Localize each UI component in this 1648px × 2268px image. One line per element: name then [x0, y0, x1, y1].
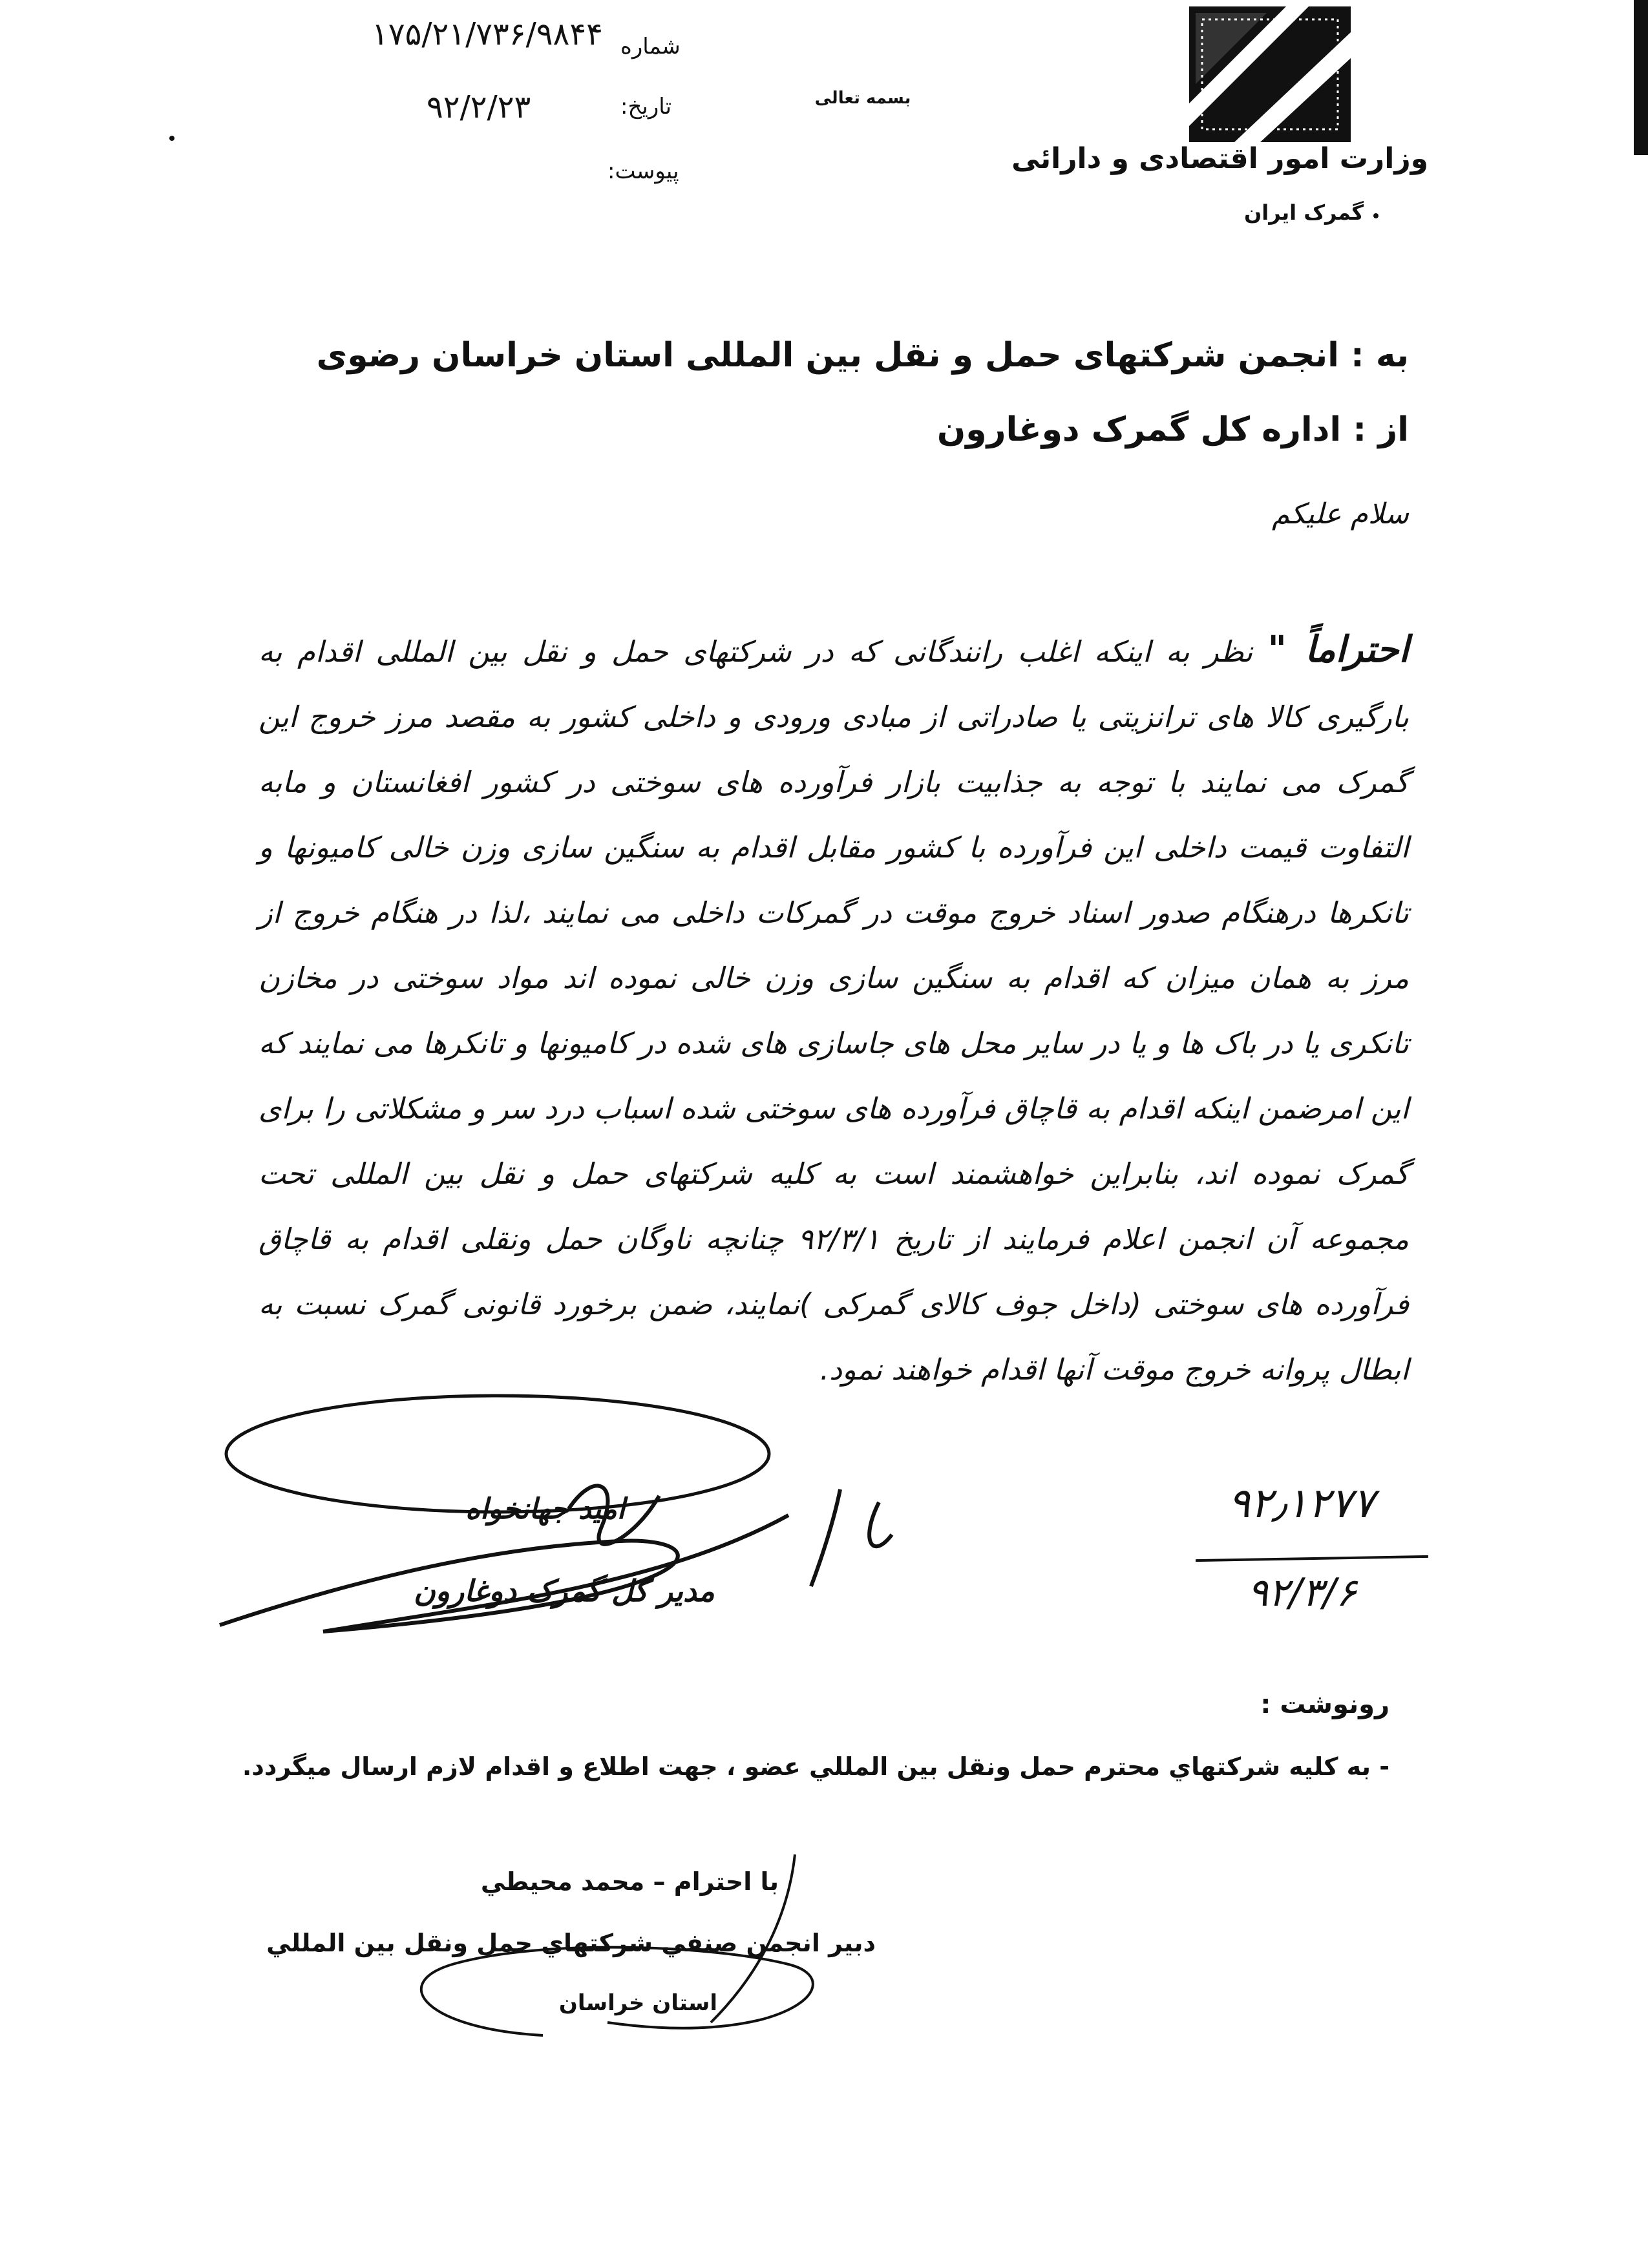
cc-title: رونوشت :	[1260, 1690, 1389, 1719]
customs-name: گمرک ایران	[1243, 200, 1364, 225]
recipient-line: به : انجمن شرکتهای حمل و نقل بین المللی استان خراسان رضوی	[316, 336, 1409, 375]
bismillah-stamp	[811, 85, 914, 111]
letter-body	[259, 617, 1409, 1402]
handwritten-date: ۹۲/۳/۶	[1247, 1570, 1357, 1615]
scan-speck	[169, 136, 174, 141]
signer-title: مدیر کل گمرک دوغارون	[414, 1573, 715, 1608]
svg-text:بسمه تعالی: بسمه تعالی	[814, 89, 911, 108]
body-text: نظر به اینکه اغلب رانندگانی که در شرکتهای حمل و نقل بین المللی اقدام به بارگیری کالا های ترانزیتی یا صادراتی از مبادی ورودی و داخلی کشور به مقصد مرز خروج این گمرک می نمایند با توجه به جذابیت بازار فرآورده های سوختی در کشور افغانستان و مابه التفاوت قیمت داخلی این فرآورده با کشور مقابل اقدام به سنگین سازی وزن خالی کامیونها و تانکرها درهنگام صدور اسناد خروج موقت در گمرکات داخلی می نمایند ،لذا در هنگام خروج از مرز به همان میزان که اقدام به سنگین سازی وزن خالی نموده اند مواد سوختی در مخازن تانکری یا در باک ها و یا در سایر محل های جاسازی های شده در کامیونها و تانکرها می نمایند که این امرضمن اینکه اقدام به قاچاق فرآورده های سوختی شده اسباب درد سر و مشکلاتی را برای گمرک نموده اند، بنابراین خواهشمند است به کلیه شرکتهای حمل و نقل بین المللی تحت مجموعه آن انجمن اعلام فرمایند از تاریخ ۹۲/۳/۱ چنانچه ناوگان حمل ونقلی اقدام به قاچاق فرآورده های سوختی (داخل جوف کالای گمرکی )نمایند، ضمن برخورد قانونی گمرک نسبت به ابطال پروانه خروج موقت آنها اقدام خواهند نمود.	[259, 635, 1409, 1387]
date-label: تاریخ:	[620, 94, 672, 120]
body-lead: احتراماً "	[1267, 629, 1409, 671]
handwritten-number: ۹۲٫۱۲۷۷	[1228, 1480, 1375, 1528]
scan-edge	[1634, 0, 1648, 155]
closing-regards: با احترام – محمد محیطي	[480, 1867, 779, 1896]
attachment-label: پیوست:	[607, 158, 679, 184]
customs-logo-icon	[1189, 6, 1351, 142]
ministry-name: وزارت امور اقتصادی و دارائی	[1011, 142, 1428, 175]
letter-number: ۱۷۵/۲۱/۷۳۶/۹۸۴۴	[372, 16, 603, 52]
cc-item: - به کلیه شرکتهاي محترم حمل ونقل بین المللي عضو ، جهت اطلاع و اقدام لازم ارسال میگردد.	[242, 1752, 1389, 1781]
greeting: سلام علیکم	[1271, 498, 1409, 530]
bullet-dot	[1373, 213, 1379, 218]
closing-secretary: دبیر انجمن صنفي شرکتهاي حمل ونقل بین المللي	[266, 1929, 876, 1957]
number-label: شماره	[620, 34, 681, 59]
handwritten-divider	[1196, 1555, 1428, 1562]
letter-date: ۹۲/۲/۲۳	[427, 89, 531, 125]
closing-province: استان خراسان	[558, 1990, 717, 2016]
signature-scribble-icon	[207, 1392, 937, 1664]
signer-name: امید جهانخواه	[465, 1493, 626, 1526]
sender-line: از : اداره کل گمرک دوغارون	[936, 410, 1409, 449]
